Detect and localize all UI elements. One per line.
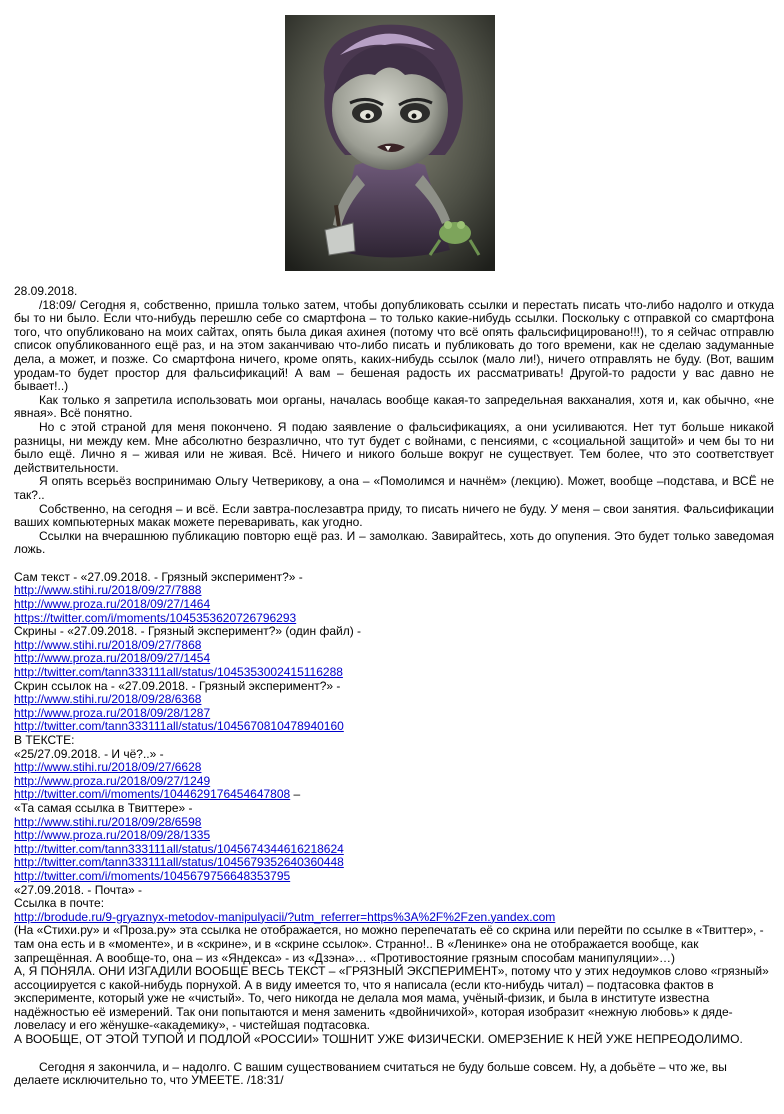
section-label: «Та самая ссылка в Твиттере» - — [14, 800, 193, 815]
section-label: Скрины - «27.09.2018. - Грязный эксперимент?» (один файл) - — [14, 624, 362, 639]
link[interactable]: http://twitter.com/tann333111all/status/1045679352640360448 — [14, 855, 344, 870]
link[interactable]: http://twitter.com/tann333111all/status/1045670810478940160 — [14, 719, 344, 734]
link[interactable]: http://www.proza.ru/2018/09/27/1454 — [14, 651, 211, 666]
paragraph: Ссылки на вчерашнюю публикацию повторю ещё раз. И – замолкаю. Завирайтесь, хоть до опупения. Это будет только заведомая ложь. — [14, 528, 774, 557]
date-line: 28.09.2018. — [14, 284, 78, 298]
link[interactable]: http://twitter.com/i/moments/1045679756648353795 — [14, 868, 291, 883]
final-caps-line: А ВООБЩЕ, ОТ ЭТОЙ ТУПОЙ И ПОДЛОЙ «РОССИИ» ТОШНИТ УЖЕ ФИЗИЧЕСКИ. ОМЕРЗЕНИЕ К НЕЙ УЖЕ НЕПРЕОДОЛИМО. — [14, 1032, 743, 1047]
note-paragraph: (На «Стихи.ру» и «Проза.ру» эта ссылка не отображается, но можно перепечатать её со скрина или перейти по ссылке в «Твиттер», - там она есть и в «моменте», и в «скрине», и в «скрине ссылок». Странно!.. В «Ленинке» она не отображается вообще, как запрещённая. А вообще-то, она – из «Яндекса» - из «Дзэна»… «Противостояние грязным способам манипуляции»…) — [14, 923, 764, 965]
link[interactable]: https://twitter.com/i/moments/1045353620726796293 — [14, 610, 297, 625]
paragraph: Как только я запретила использовать мои органы, началась вообще какая-то запредельная вакханалия, хотя и, как обычно, «не явная». Всё понятно. — [14, 392, 774, 421]
link[interactable]: http://www.stihi.ru/2018/09/27/7868 — [14, 637, 202, 652]
in-text-heading: В ТЕКСТЕ: — [14, 733, 75, 747]
link[interactable]: http://www.stihi.ru/2018/09/27/6628 — [14, 760, 202, 775]
link[interactable]: http://www.stihi.ru/2018/09/28/6368 — [14, 692, 202, 707]
link[interactable]: http://www.proza.ru/2018/09/28/1335 — [14, 828, 211, 843]
link[interactable]: http://www.stihi.ru/2018/09/28/6598 — [14, 814, 202, 829]
closing-paragraph: Сегодня я закончила, и – надолго. С вашим существованием считаться не буду больше совсем. Ну, а добьёте – что же, вы делаете исключительно то, что УМЕЕТЕ. /18:31/ — [14, 1059, 727, 1088]
section-label: «27.09.2018. - Почта» - — [14, 882, 143, 897]
link[interactable]: http://twitter.com/i/moments/1044629176454647808 — [14, 787, 291, 802]
link[interactable]: http://www.proza.ru/2018/09/28/1287 — [14, 705, 211, 720]
link[interactable]: http://twitter.com/tann333111all/status/1045353002415116288 — [14, 665, 343, 680]
link[interactable]: http://twitter.com/tann333111all/status/1045674344616218624 — [14, 841, 344, 856]
document-body — [14, 285, 774, 1088]
link[interactable]: http://www.stihi.ru/2018/09/27/7888 — [14, 583, 202, 598]
section-label: «25/27.09.2018. - И чё?..» - — [14, 746, 164, 761]
dash-suffix: – — [290, 787, 301, 802]
caps-paragraph: А, Я ПОНЯЛА. ОНИ ИЗГАДИЛИ ВООБЩЕ ВЕСЬ ТЕКСТ – «ГРЯЗНЫЙ ЭКСПЕРИМЕНТ», потому что у этих недоумков слово «грязный» ассоциируется с какой-нибудь порнухой. А в виду имеется то, что я написала (если кто-нибудь читал) – подтасовка фактов в эксперименте, который уже не «чистый». То, чего никогда не делала моя мама, учёный-физик, и была в институте известна надёжностью её измерений. Так они попытаются и меня заменить «двойничихой», которая изобразит «нежную любовь» к дяде-ловеласу и его жёнушке-«академику», - чистейшая подтасовка. — [14, 964, 769, 1033]
paragraph: Я опять всерьёз воспринимаю Ольгу Четверикову, а она – «Помолимся и начнём» (лекцию). Может, вообще –подстава, и ВСЁ не так?.. — [14, 474, 774, 502]
mail-link[interactable]: http://brodude.ru/9-gryaznyx-metodov-manipulyacii/?utm_referrer=https%3A%2F%2Fzen.yandex.com — [14, 909, 556, 924]
paragraph: Но с этой страной для меня покончено. Я подаю заявление о фальсификациях, а они усиливаются. Нет тут больше никакой разницы, ни между кем. Мне абсолютно безразлично, что тут будет с войнами, с пенсиями, с «социальной защитой» и чем бы то ни было ещё. Лично я – живая или не живая. Всё. Ничего и никого больше вокруг не существует. Тем более, что это соответствует действительности. — [14, 419, 774, 475]
paragraph: /18:09/ Сегодня я, собственно, пришла только затем, чтобы допубликовать ссылки и перестать писать что-либо надолго и откуда бы то ни было. Если что-нибудь перешлю себе со смартфона – то только какие-нибудь ссылки. Поскольку с отправкой со смартфона того, что опубликовано на моих сайтах, опять была дикая ахинея (потому что всё опять фальсифицировано!!!), то я сейчас отправлю список опубликованного ещё раз, и на этом заканчиваю что-либо писать и публиковать до того времени, как не сделаю задуманные дела, а может, и позже. Со смартфона ничего, кроме опять, каких-нибудь ссылок (мало ли!), ничего отправлять не буду. (Вот, вашим уродам-то будет простор для фальсификаций! А вам – бешеная радость их рассматривать! Другой-то радости у вас давно не бывает!..) — [14, 297, 774, 394]
link[interactable]: http://www.proza.ru/2018/09/27/1464 — [14, 597, 211, 612]
paragraph: Собственно, на сегодня – и всё. Если завтра-послезавтра приду, то писать ничего не буду. У меня – свои занятия. Фальсификации ваших компьютерных макак можете переваривать, как угодно. — [14, 501, 774, 530]
section-label: Сам текст - «27.09.2018. - Грязный эксперимент?» - — [14, 569, 303, 584]
link[interactable]: http://www.proza.ru/2018/09/27/1249 — [14, 773, 211, 788]
mail-label: Ссылка в почте: — [14, 896, 105, 911]
gothic-girl-with-axe-and-frog-illustration — [285, 15, 495, 271]
section-label: Скрин ссылок на - «27.09.2018. - Грязный эксперимент?» - — [14, 678, 341, 693]
